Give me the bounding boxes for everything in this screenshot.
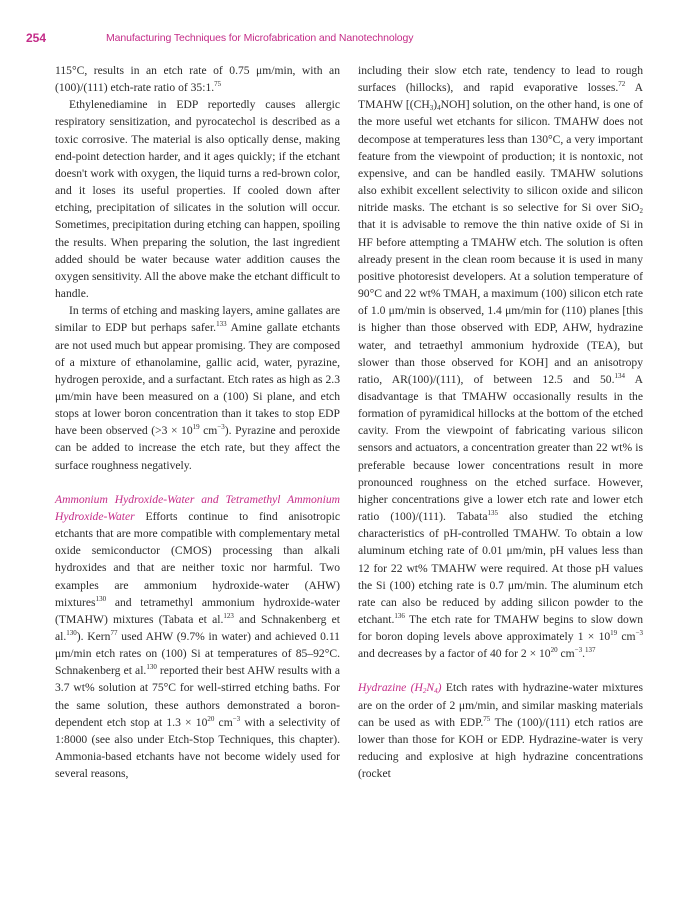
exponent: −3 bbox=[217, 423, 225, 432]
subsection-heading: Hydrazine $(H_2N_4)$ bbox=[358, 681, 442, 696]
exponent: 20 bbox=[207, 714, 215, 723]
paragraph-amine-gallates: In terms of etching and masking layers, amine gallates are similar to EDP but perhaps safer.$^{133}$ Amine gallate etchants are not used much but appear promising. They are composed of a mixture of ethanolamine, gallic acid, water, pyrazine, hydrogen peroxide, and a surfactant. Etch rates as high as 2.3 μm/min have been measured on a (100) Si plane, and etch stops at lower boron concentration than it takes to stop EDP have been observed ($>3 \times 10^{19}$ $cm^{-3}$). Pyrazine and peroxide can be added to increase the etch rate, but they affect the surface roughness negatively. bbox=[55, 304, 340, 472]
reference: 135 bbox=[487, 509, 499, 518]
reference: 75 bbox=[214, 80, 222, 89]
reference: 77 bbox=[110, 629, 118, 637]
reference: 72 bbox=[618, 80, 626, 89]
reference: 137 bbox=[585, 646, 596, 655]
paragraph-ahw-tmahw: Ammonium Hydroxide-Water and Tetramethyl Ammonium Hydroxide-Water Efforts continue to find anisotropic etchants that are more compatible with complementary metal oxide semiconductor (CMOS) processing than alkali hydroxides and that are neither toxic nor harmful. Two examples are ammonium hydroxide-water (AHW) mixtures$^{130}$ and tetramethyl ammonium hydroxide-water (TMAHW) mixtures (Tabata et al.$^{123}$ and Schnakenberg et al.$^{130}$). Kern$^{77}$ used AHW (9.7% in water) and achieved 0.11 μm/min etch rates on (100) Si at temperatures of 85–92°C. Schnakenberg et al.$^{130}$ reported their best AHW results with a 3.7 wt% solution at 75°C for well-stirred etching baths. For the same solution, these authors demonstrated a boron-dependent etch stop at $1.3 \times 10^{20}$ $cm^{-3}$ with a selectivity of 1:8000 (see also under Etch-Stop Techniques, this chapter). Ammonia-based etchants have not become widely used for several reasons, bbox=[55, 492, 340, 781]
exponent: 19 bbox=[192, 423, 200, 432]
right-column bbox=[358, 62, 643, 782]
exponent: 20 bbox=[550, 646, 558, 655]
exponent: −3 bbox=[232, 714, 241, 723]
reference: 130 bbox=[146, 663, 157, 672]
exponent: 19 bbox=[610, 629, 618, 638]
paragraph-hydrazine: Hydrazine $(H_2N_4)$ Etch rates with hydrazine-water mixtures are on the order of 2 μm/min, and similar masking materials can be used as with EDP.$^{75}$ The (100)/(111) etch ratios are lower than those for KOH or EDP. Hydrazine-water is very reducing and explosive at high hydrazine concentrations (rocket bbox=[358, 681, 643, 781]
reference: 133 bbox=[216, 320, 227, 329]
paragraph-tmahw: including their slow etch rate, tendency to lead to rough surfaces (hillocks), and rapid evaporative losses.$^{72}$ A TMAHW $[(CH_3)_4NOH]$ solution, on the other hand, is one of the more useful wet etchants for silicon. TMAHW does not decompose at temperatures less than 130°C, a very important feature from the viewpoint of production; it is nontoxic, not expensive, and can be handled easily. TMAHW solutions also exhibit excellent selectivity to silicon oxide and silicon nitride masks. The etchant is so selective for Si over SiO$_2$ that it is advisable to remove the thin native oxide of Si in HF before attempting a TMAHW etch. The solution is often already present in the clean room because it is used in many positive photoresist developers. At a solution temperature of 90°C and 22 wt% TMAH, a maximum (100) silicon etch rate of 1.0 μm/min is observed, 1.4 μm/min for (110) planes [this is higher than those observed with EDP, AHW, hydrazine water, and tetraethyl ammonium hydroxide (TEA), but slower than those observed for KOH] and an anisotropy ratio, AR(100)/(111), of between 12.5 and 50.$^{134}$ A disadvantage is that TMAHW occasionally results in the formation of pyramidical hillocks at the bottom of the etched cavity. From the viewpoint of fabricating various silicon sensors and actuators, a concentration greater than 22 wt% is preferable because lower concentrations result in more pronounced roughness on the etched surface. However, higher concentrations give a lower etch rate and lower etch ratio (100)/(111). Tabata$^{135}$ also studied the etching characteristics of pH-controlled TMAHW. To obtain a low aluminum etching rate of 0.01 μm/min, pH values less than 12 for 22 wt% TMAHW were required. At those pH values the Si (100) etching rate is 0.7 μm/min. The aluminum etch rate can also be reduced by adding silicon powder to the etchant.$^{136}$ The etch rate for TMAHW begins to slow down for boron doping levels above approximately $1 \times 10^{19}$ $cm^{-3}$ and decreases by a factor of 40 for $2 \times 10^{20}$ $cm^{-3}.^{137}$ bbox=[358, 64, 644, 661]
reference: 130 bbox=[95, 594, 107, 603]
left-column bbox=[55, 62, 340, 782]
paragraph-edp-etch-rate: 115°C, results in an etch rate of 0.75 μm/min, with an (100)/(111) etch-rate ratio of 35:1.75 bbox=[55, 64, 340, 95]
reference: 134 bbox=[614, 371, 625, 380]
exponent: −3 bbox=[574, 646, 583, 655]
reference: 130 bbox=[66, 629, 77, 637]
page-number: 254 bbox=[26, 31, 47, 45]
reference: 75 bbox=[483, 714, 491, 723]
exponent: −3 bbox=[635, 629, 644, 638]
subsection-heading: Ammonium Hydroxide-Water and Tetramethyl Ammonium Hydroxide-Water bbox=[55, 492, 340, 523]
reference: 123 bbox=[223, 611, 234, 620]
paragraph-edp-hazards: Ethylenediamine in EDP reportedly causes allergic respiratory sensitization, and pyrocatechol is described as a toxic corrosive. The material is also optically dense, making end-point detection harder, and it ages quickly; if the etchant doesn't work with oxygen, the liquid turns a red-brown color, and it loses its useful properties. If cooled down after etching, precipitation of silicates in the solution will occur. Sometimes, precipitation during etching can happen, spoiling the results. When preparing the solution, the last ingredient added should be water because water addition causes the oxygen sensitivity. All the above make the etchant difficult to handle. bbox=[55, 98, 340, 301]
running-header bbox=[26, 31, 666, 47]
reference: 136 bbox=[394, 612, 405, 620]
running-title: Manufacturing Techniques for Microfabrication and Nanotechnology bbox=[106, 32, 414, 44]
